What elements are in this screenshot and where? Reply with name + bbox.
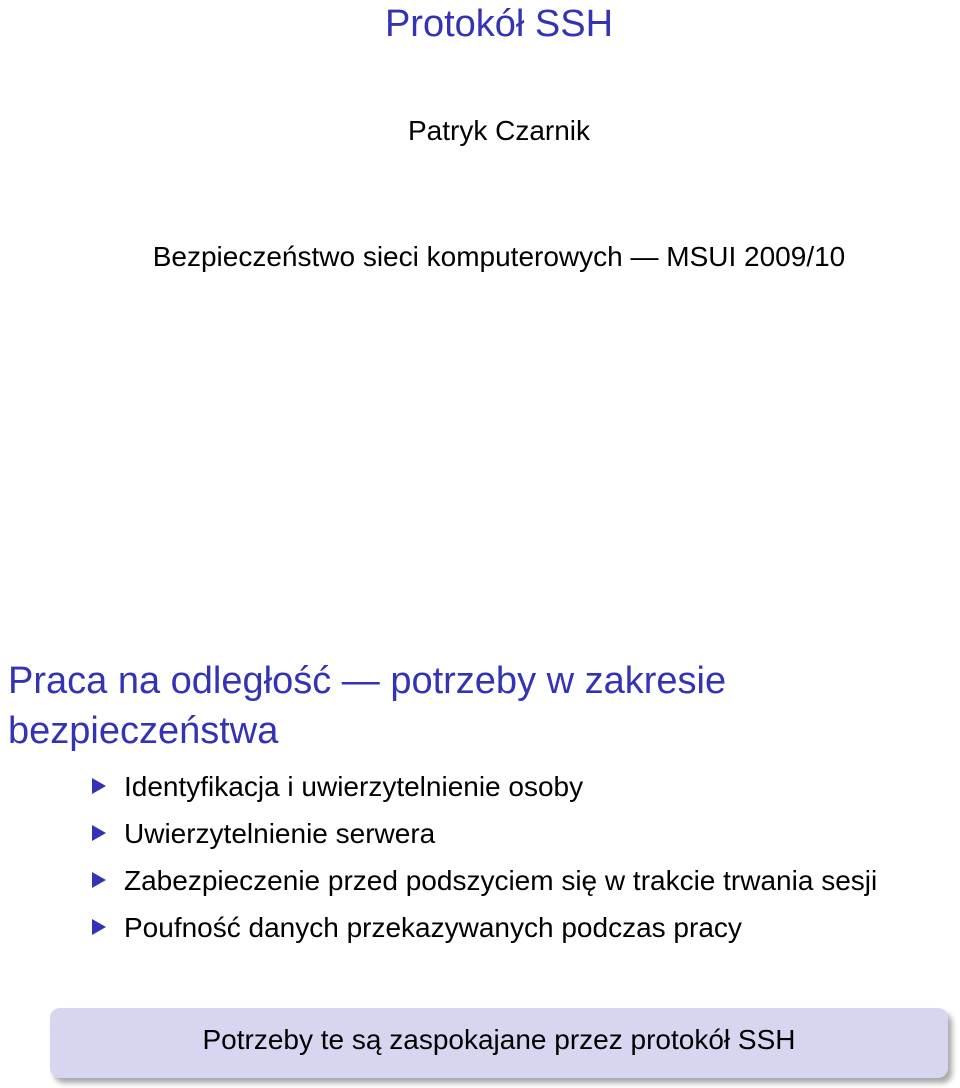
list-item <box>0 909 914 946</box>
summary-box <box>50 1008 948 1078</box>
frame-title: Praca na odległość — potrzeby w zakresie bezpieczeństwa <box>8 660 727 752</box>
triangle-bullet-icon <box>92 778 106 794</box>
deck-author: Patryk Czarnik <box>407 115 591 146</box>
bullet-list <box>0 768 960 956</box>
triangle-bullet-icon <box>92 825 106 841</box>
list-item <box>0 862 914 899</box>
content-slide <box>0 640 960 1088</box>
triangle-bullet-icon <box>92 872 106 888</box>
deck-title: Protokół SSH <box>384 3 614 45</box>
triangle-bullet-icon <box>92 919 106 935</box>
deck-subtitle: Bezpieczeństwo sieci komputerowych — MSUI 2009/10 <box>152 241 846 272</box>
bullet-text: Poufność danych przekazywanych podczas pracy <box>124 912 742 943</box>
bullet-text: Zabezpieczenie przed podszyciem się w trakcie trwania sesji <box>124 865 878 896</box>
list-item <box>0 815 914 852</box>
list-item <box>0 768 914 805</box>
summary-text: Potrzeby te są zaspokajane przez protokół SSH <box>202 1024 796 1055</box>
bullet-text: Uwierzytelnienie serwera <box>124 818 436 849</box>
bullet-text: Identyfikacja i uwierzytelnienie osoby <box>124 771 584 802</box>
